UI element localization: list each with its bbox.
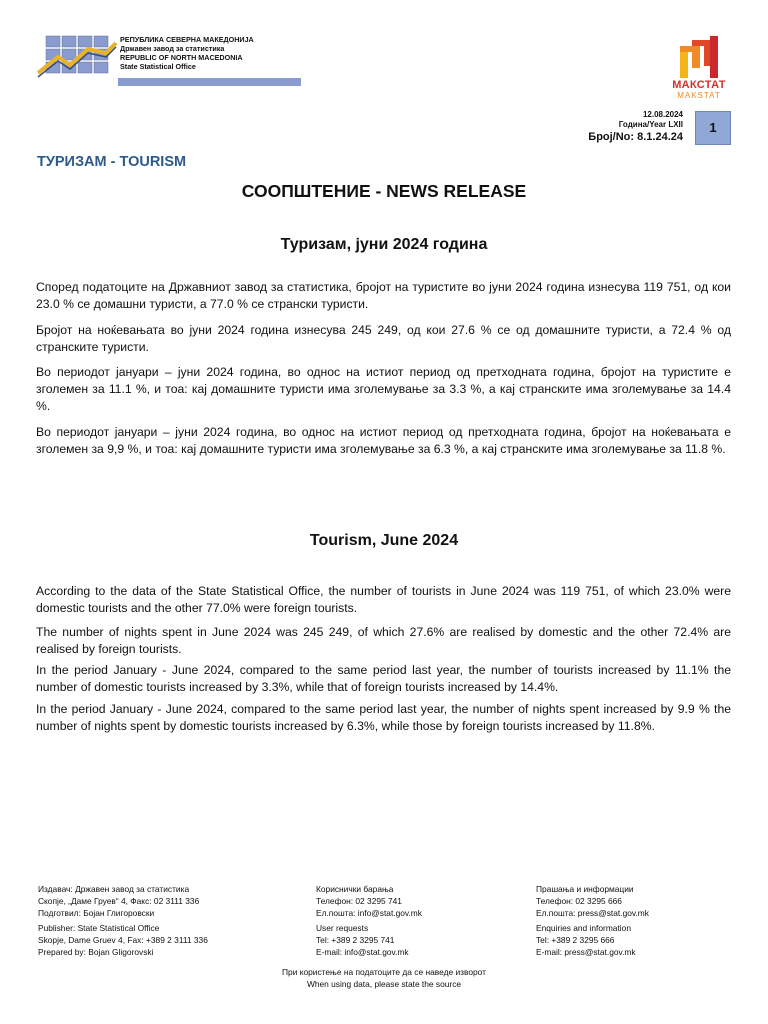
en-paragraph: The number of nights spent in June 2024 was 245 249, of which 27.6% are realised by domestic and the other 72.4% are realised by foreign tourists. (36, 625, 731, 656)
user-requests-en-3: E-mail: info@stat.gov.mk (316, 947, 409, 957)
en-title: Tourism, June 2024 (309, 532, 459, 549)
mk-title: Туризам, јуни 2024 година (280, 236, 488, 253)
en-paragraph: In the period January - June 2024, compared to the same period last year, the number of tourists increased by 11.1% the number of domestic tourists increased by 3.3%, while that of foreign tourists increased by 14.4%. (36, 663, 731, 694)
org-name (120, 35, 254, 71)
publisher-en-2: Skopje, Dame Gruev 4, Fax: +389 2 3111 336 (38, 935, 208, 945)
page-number-badge: 1 (695, 111, 731, 145)
source-note-mk: При користење на податоците да се наведе изворот (282, 967, 486, 977)
publisher-en-3: Prepared by: Bojan Gligorovski (38, 947, 154, 957)
footer-user-requests (316, 883, 422, 958)
enquiries-en-1: Enquiries and information (536, 923, 631, 933)
org-mk-line2: Државен завод за статистика (120, 44, 225, 53)
en-paragraph: According to the data of the State Statistical Office, the number of tourists in June 2024 was 119 751, of which 23.0% were domestic tourists and the other 77.0% were foreign tourists. (36, 584, 731, 615)
logo-bar (118, 78, 301, 86)
sso-emblem-icon (36, 33, 118, 79)
makstat-sub: MAKSTAT (677, 91, 721, 100)
enquiries-mk-3: Ел.пошта: press@stat.gov.mk (536, 908, 649, 918)
publisher-mk-3: Подготвил: Бојан Глигоровски (38, 908, 155, 918)
org-en-line2: State Statistical Office (120, 62, 196, 71)
makstat-bars-icon (678, 36, 720, 78)
footer-enquiries (536, 883, 649, 958)
release-number: Број/No: 8.1.24.24 (588, 131, 683, 143)
mk-paragraph: Бројот на ноќевањата во јуни 2024 година изнесува 245 249, од кои 27.6 % се од домашните туристи, а 72.4 % од странските туристи. (36, 323, 731, 354)
makstat-logo (666, 36, 732, 102)
mk-paragraph: Во периодот јануари – јуни 2024 година, во однос на истиот период од претходната година, бројот на туристите е зголемен за 11.1 %, и тоа: кај домашните туристи има зголемување за 3.3 %, а кај странските има зголемување за 14.4 %. (36, 365, 731, 413)
enquiries-mk-2: Телефон: 02 3295 666 (536, 896, 622, 906)
footer-publisher (38, 883, 208, 958)
user-requests-en-2: Tel: +389 2 3295 741 (316, 935, 395, 945)
sso-logo (36, 33, 264, 88)
publisher-mk-1: Издавач: Државен завод за статистика (38, 884, 190, 894)
user-requests-mk-1: Кориснички барања (316, 884, 394, 894)
enquiries-en-3: E-mail: press@stat.gov.mk (536, 947, 636, 957)
enquiries-en-2: Tel: +389 2 3295 666 (536, 935, 615, 945)
org-mk-line1: РЕПУБЛИКА СЕВЕРНА МАКЕДОНИЈА (120, 35, 254, 44)
release-meta (588, 110, 683, 144)
makstat-name: МАКСТАТ (672, 79, 726, 91)
publisher-mk-2: Скопје, „Даме Груев“ 4, Факс: 02 3111 336 (38, 896, 200, 906)
user-requests-mk-3: Ел.пошта: info@stat.gov.mk (316, 908, 422, 918)
user-requests-mk-2: Телефон: 02 3295 741 (316, 896, 402, 906)
enquiries-mk-1: Прашања и информации (536, 884, 634, 894)
org-en-line1: REPUBLIC OF NORTH MACEDONIA (120, 53, 243, 62)
footer-source-note (0, 966, 768, 990)
en-paragraph: In the period January - June 2024, compared to the same period last year, the number of nights spent increased by 9.9 % the number of nights spent by domestic tourists increased by 6.3%, while those by foreign tourists increased by 11.8%. (36, 702, 731, 733)
release-date: 12.08.2024 (642, 110, 683, 119)
section-title: ТУРИЗАМ - TOURISM (37, 154, 187, 170)
publisher-en-1: Publisher: State Statistical Office (38, 923, 160, 933)
source-note-en: When using data, please state the source (306, 979, 462, 989)
mk-paragraph: Според податоците на Државниот завод за статистика, бројот на туристите во јуни 2024 година изнесува 119 751, од кои 23.0 % се домашни туристи, а 77.0 % се странски туристи. (36, 280, 731, 311)
release-title: СООПШТЕНИЕ - NEWS RELEASE (241, 181, 527, 201)
user-requests-en-1: User requests (316, 923, 369, 933)
release-year: Година/Year LXII (618, 120, 683, 129)
mk-paragraph: Во периодот јануари – јуни 2024 година, во однос на истиот период од претходната година, бројот на ноќевањата е зголемен за 9,9 %, и тоа: кај домашните туристи има зголемување за 6.3 %, а кај странските има зголемување за 11.8 %. (36, 425, 731, 456)
